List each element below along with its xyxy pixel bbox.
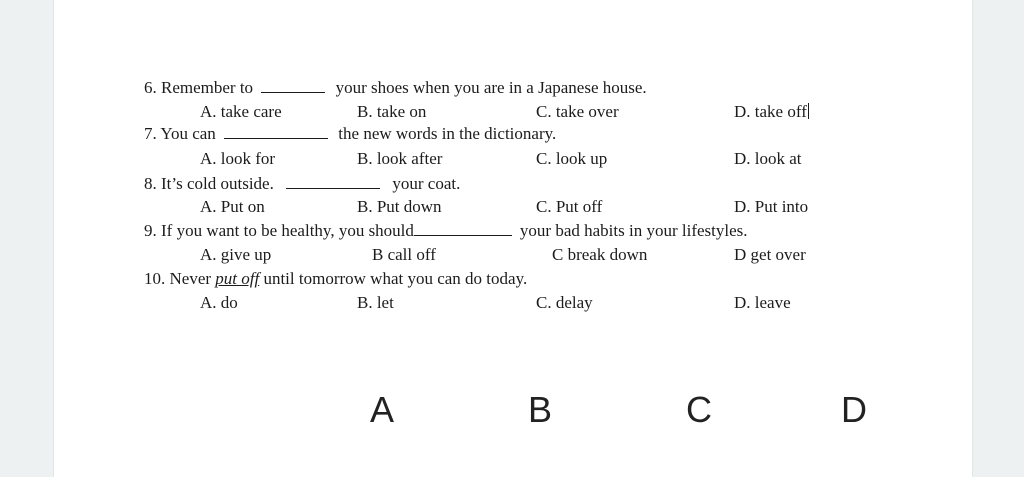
question-9: [144, 221, 748, 241]
option-a: A. give up: [200, 245, 272, 264]
question-text-before: It’s cold outside.: [161, 174, 274, 193]
answer-blank: [286, 174, 380, 189]
question-text-after: until tomorrow what you can do today.: [263, 269, 528, 288]
option-d: D get over: [734, 245, 806, 264]
option-b: B. Put down: [357, 197, 442, 216]
answer-blank: [261, 78, 325, 93]
option-c: C. look up: [536, 149, 608, 168]
question-number: 6.: [144, 78, 157, 97]
answer-choice-d[interactable]: D: [841, 389, 867, 430]
question-text-before: Never: [169, 269, 212, 288]
answer-choice-a[interactable]: A: [369, 389, 394, 430]
text-cursor: [808, 103, 809, 119]
question-number: 8.: [144, 174, 157, 193]
option-c: C. take over: [536, 102, 619, 121]
option-b: B. let: [357, 293, 394, 312]
option-a: A. look for: [200, 149, 276, 168]
option-c: C. delay: [536, 293, 593, 312]
answer-choice-b[interactable]: B: [527, 389, 552, 430]
option-b: B. look after: [357, 149, 443, 168]
question-text-before: You can: [160, 124, 216, 143]
question-8: [144, 174, 460, 194]
question-10: [144, 269, 527, 289]
question-number: 10.: [144, 269, 166, 288]
question-text-after: your coat.: [392, 174, 461, 193]
option-a: A. Put on: [200, 197, 265, 216]
question-text-after: your shoes when you are in a Japanese house.: [335, 78, 647, 97]
option-a: A. do: [200, 293, 238, 312]
worksheet-page: [54, 0, 972, 477]
question-text-after: your bad habits in your lifestyles.: [519, 221, 748, 240]
question-number: 9.: [144, 221, 157, 240]
option-d: D. leave: [734, 293, 791, 312]
option-b: B. take on: [357, 102, 427, 121]
option-c: C. Put off: [536, 197, 603, 216]
question-text-before: If you want to be healthy, you should: [161, 221, 414, 240]
option-d: D. take off: [734, 102, 807, 121]
question-7: [144, 124, 556, 144]
answer-blank: [224, 124, 328, 139]
option-c: C break down: [552, 245, 648, 264]
option-a: A. take care: [200, 102, 282, 121]
option-b: B call off: [372, 245, 436, 264]
question-text-before: Remember to: [161, 78, 254, 97]
answer-blank: [414, 221, 512, 236]
question-text-after: the new words in the dictionary.: [338, 124, 557, 143]
answer-choice-c[interactable]: C: [686, 389, 712, 430]
option-d: D. look at: [734, 149, 802, 168]
question-number: 7.: [144, 124, 157, 143]
question-6: [144, 78, 647, 98]
underlined-phrase: put off: [215, 269, 260, 288]
option-d: D. Put into: [734, 197, 809, 216]
